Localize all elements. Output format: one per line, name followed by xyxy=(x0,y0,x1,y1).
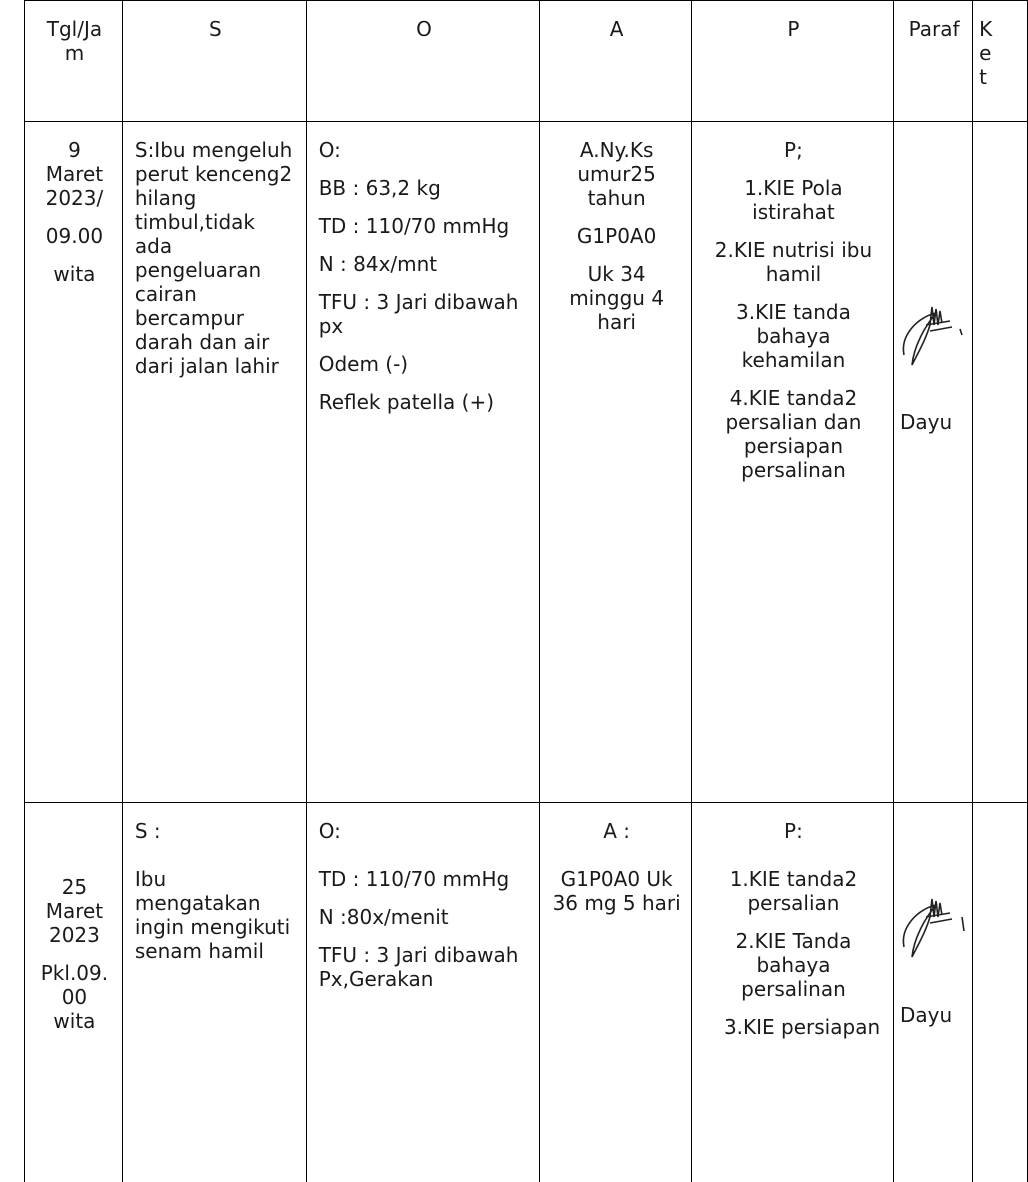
cell-objective: O: TD : 110/70 mmHg N :80x/menit TFU : 3 Jari dibawah Px,Gerakan xyxy=(306,803,540,1182)
header-s: S xyxy=(122,1,306,122)
cell-tgl: 25 Maret 2023 Pkl.09. 00 wita xyxy=(25,803,123,1182)
cell-plan: P; 1.KIE Pola istirahat 2.KIE nutrisi ibu hamil 3.KIE tanda bahaya kehamilan 4.KIE tanda2 persalian dan persiapan persalinan xyxy=(691,122,893,803)
paraf-name: Dayu xyxy=(899,1003,953,1027)
header-tgl-jam: Tgl/Ja m xyxy=(25,1,123,122)
cell-paraf xyxy=(893,122,972,803)
cell-assessment: A.Ny.Ks umur25 tahun G1P0A0 Uk 34 minggu 4 hari xyxy=(540,122,692,803)
cell-paraf xyxy=(893,803,972,1182)
cell-subjective: S:Ibu mengeluh perut kenceng2 hilang timbul,tidak ada pengeluaran cairan bercampur darah dan air dari jalan lahir xyxy=(122,122,306,803)
cell-keterangan xyxy=(973,803,1028,1182)
header-p: P xyxy=(691,1,893,122)
cell-keterangan xyxy=(973,122,1028,803)
cell-assessment: A : G1P0A0 Uk 36 mg 5 hari xyxy=(540,803,692,1182)
paraf-name: Dayu xyxy=(899,410,953,434)
cell-objective: O: BB : 63,2 kg TD : 110/70 mmHg N : 84x/mnt TFU : 3 Jari dibawah px Odem (-) Reflek patella (+) xyxy=(306,122,540,803)
header-keterangan: K e t xyxy=(973,1,1028,122)
signature-image xyxy=(896,295,970,373)
signature-image xyxy=(896,887,970,965)
table-row xyxy=(25,122,1028,803)
header-o: O xyxy=(306,1,540,122)
header-paraf: Paraf xyxy=(893,1,972,122)
table-row xyxy=(25,803,1028,1182)
cell-plan: P: 1.KIE tanda2 persalian 2.KIE Tanda bahaya persalinan 3.KIE persiapan xyxy=(691,803,893,1182)
cell-tgl: 9 Maret 2023/ 09.00 wita xyxy=(25,122,123,803)
header-row xyxy=(25,1,1028,122)
header-a: A xyxy=(540,1,692,122)
soap-table xyxy=(24,0,1028,1182)
cell-subjective: S : Ibu mengatakan ingin mengikuti senam hamil xyxy=(122,803,306,1182)
